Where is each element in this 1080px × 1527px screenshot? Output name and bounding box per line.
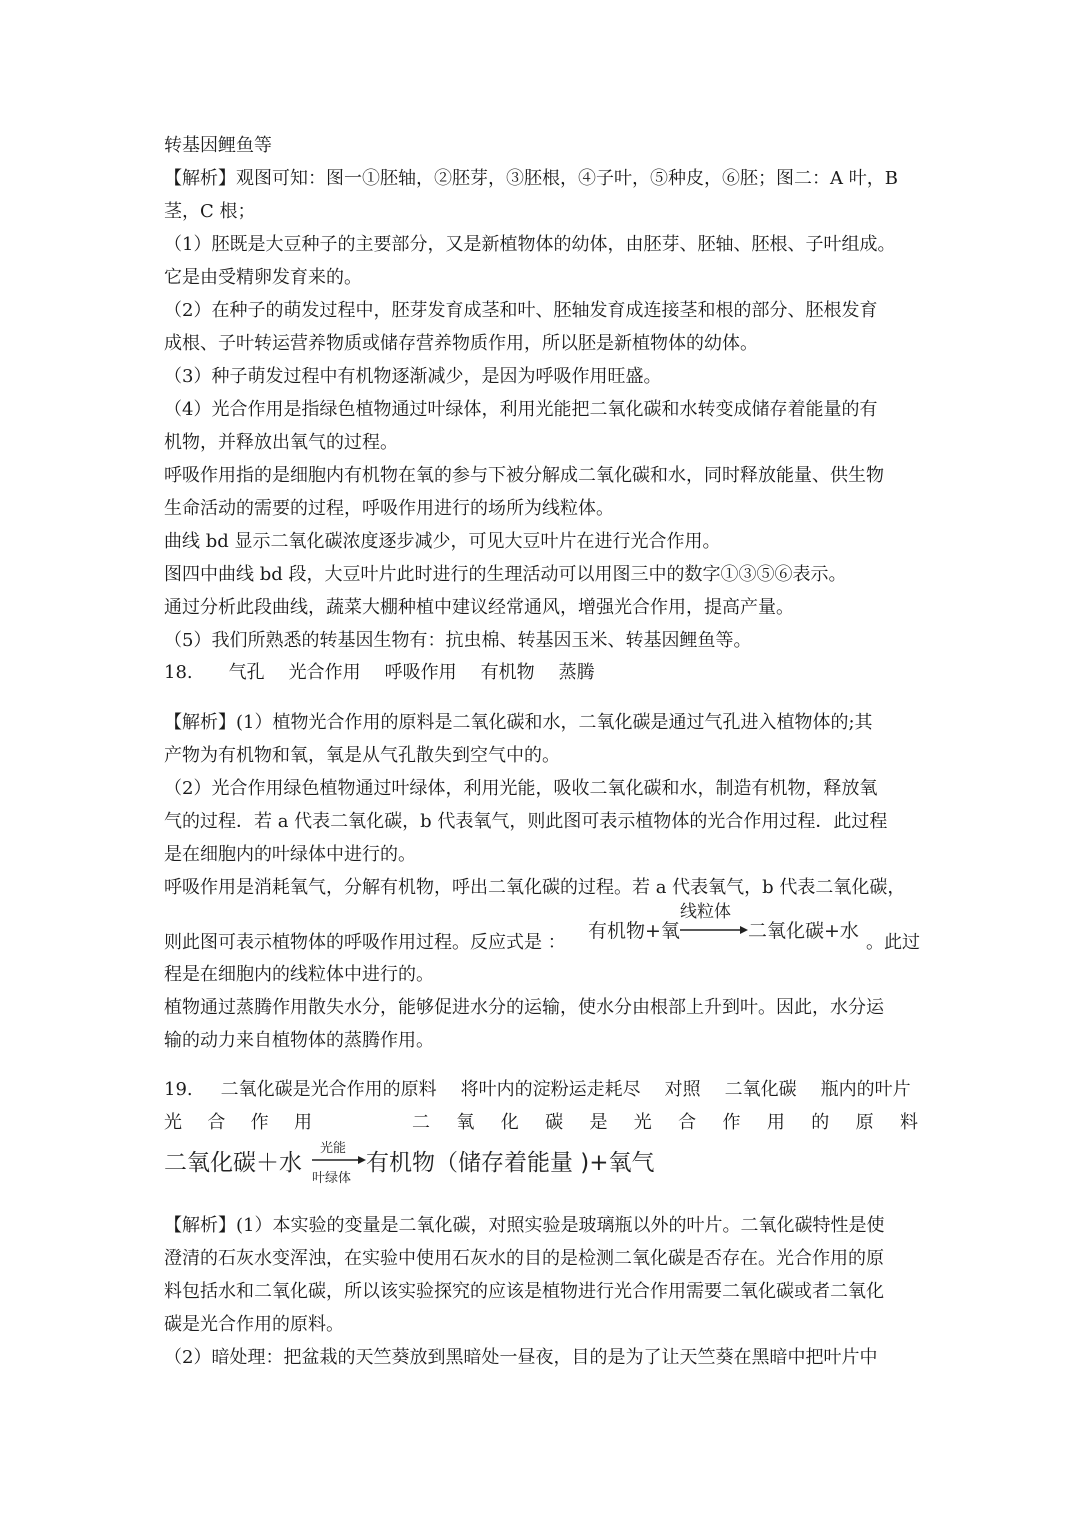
text-line: 【解析】(1）本实验的变量是二氧化碳，对照实验是玻璃瓶以外的叶片。二氧化碳特性是使 [164,1215,885,1236]
char: 用 [293,1112,312,1133]
q19-answer-a [164,1110,312,1136]
text-line: 成根、子叶转运营养物质或储存营养物质作用，所以胚是新植物体的幼体。 [164,333,758,354]
text-line: 转基因鲤鱼等 [164,135,272,156]
eq1-top: 线粒体 [680,902,731,922]
char: 原 [855,1112,874,1133]
text-line: 通过分析此段曲线，蔬菜大棚种植中建议经常通风，增强光合作用，提高产量。 [164,597,794,618]
text-line: 茎，C 根； [164,201,256,222]
text-line: （4）光合作用是指绿色植物通过叶绿体，利用光能把二氧化碳和水转变成储存着能量的有 [164,399,878,420]
text-line: 程是在细胞内的线粒体中进行的。 [164,964,434,985]
eq2-right: 有机物（储存着能量 )+氧气 [366,1150,655,1176]
q19-answer: 二氧化碳 [724,1079,797,1100]
q18-answer: 气孔 [228,662,265,683]
q18-answer: 蒸腾 [558,662,595,683]
eq1-arrow-head [740,926,748,934]
eq2-arrow-head [358,1156,366,1164]
eq1-right: 二氧化碳+水 [748,920,859,942]
text-line: （2）在种子的萌发过程中，胚芽发育成茎和叶、胚轴发育成连接茎和根的部分、胚根发育 [164,300,878,321]
text-line: 呼吸作用指的是细胞内有机物在氧的参与下被分解成二氧化碳和水，同时释放能量、供生物 [164,465,884,486]
q18-answer: 呼吸作用 [384,662,457,683]
text-line: 产物为有机物和氧，氧是从气孔散失到空气中的。 [164,745,560,766]
photosynthesis-equation [164,1138,684,1190]
char: 的 [811,1112,830,1133]
text-line: （2）暗处理：把盆栽的天竺葵放到黑暗处一昼夜，目的是为了让天竺葵在黑暗中把叶片中 [164,1347,878,1368]
text-line: （5）我们所熟悉的转基因生物有：抗虫棉、转基因玉米、转基因鲤鱼等。 [164,630,752,651]
text-line: （2）光合作用绿色植物通过叶绿体，利用光能，吸收二氧化碳和水，制造有机物，释放氧 [164,778,878,799]
q19-answer: 二氧化碳是光合作用的原料 [220,1079,437,1100]
q18-answer-line [164,660,924,686]
eq2-top: 光能 [320,1141,347,1156]
char: 合 [678,1112,697,1133]
text-line: 【解析】观图可知：图一①胚轴，②胚芽，③胚根，④子叶，⑤种皮，⑥胚；图二：A 叶，B [164,168,898,189]
text-line: 气的过程．若 a 代表二氧化碳，b 代表氧气，则此图可表示植物体的光合作用过程．此过程 [164,811,888,832]
q19-answer-line [164,1077,924,1103]
text-line: 输的动力来自植物体的蒸腾作用。 [164,1030,434,1051]
char: 氧 [456,1112,475,1133]
char: 料 [899,1112,918,1133]
char: 碳 [545,1112,564,1133]
text-line: 是在细胞内的叶绿体中进行的。 [164,844,416,865]
char: 化 [500,1112,519,1133]
q18-answer: 有机物 [480,662,535,683]
char: 作 [250,1112,269,1133]
text-line: （3）种子萌发过程中有机物逐渐减少，是因为呼吸作用旺盛。 [164,366,662,387]
q19-number: 19. [164,1079,193,1100]
eq-line-before: 则此图可表示植物体的呼吸作用过程。反应式是 ： [164,932,566,953]
char: 光 [164,1112,182,1133]
eq2-left: 二氧化碳＋水 [164,1150,302,1176]
eq1-left: 有机物+氧 [588,920,680,942]
eq-line-after: 。此过 [866,932,920,953]
text-line: 碳是光合作用的原料。 [164,1314,344,1335]
respiration-equation [588,897,864,943]
char: 是 [589,1112,608,1133]
char: 作 [722,1112,741,1133]
char: 合 [207,1112,226,1133]
text-line: 机物，并释放出氧气的过程。 [164,432,398,453]
q19-answer-b [412,1110,918,1136]
text-line: 【解析】(1）植物光合作用的原料是二氧化碳和水，二氧化碳是通过气孔进入植物体的;其 [164,712,873,733]
text-line: 植物通过蒸腾作用散失水分，能够促进水分的运输，使水分由根部上升到叶。因此，水分运 [164,997,884,1018]
text-line: 生命活动的需要的过程，呼吸作用进行的场所为线粒体。 [164,498,614,519]
q19-answer: 对照 [664,1079,701,1100]
char: 光 [633,1112,652,1133]
text-line: （1）胚既是大豆种子的主要部分，又是新植物体的幼体，由胚芽、胚轴、胚根、子叶组成。 [164,234,896,255]
text-line: 呼吸作用是消耗氧气，分解有机物，呼出二氧化碳的过程。若 a 代表氧气，b 代表二氧化碳， [164,877,906,898]
text-line: 澄清的石灰水变浑浊，在实验中使用石灰水的目的是检测二氧化碳是否存在。光合作用的原 [164,1248,884,1269]
text-line: 曲线 bd 显示二氧化碳浓度逐步减少，可见大豆叶片在进行光合作用。 [164,531,721,552]
char: 用 [766,1112,785,1133]
q18-answer: 光合作用 [288,662,361,683]
q18-number: 18. [164,662,193,683]
text-line: 它是由受精卵发育来的。 [164,267,362,288]
q19-answer: 瓶内的叶片 [820,1079,911,1100]
text-line: 料包括水和二氧化碳，所以该实验探究的应该是植物进行光合作用需要二氧化碳或者二氧化 [164,1281,884,1302]
char: 二 [412,1112,430,1133]
eq2-bottom: 叶绿体 [312,1171,352,1186]
q19-answer: 将叶内的淀粉运走耗尽 [460,1079,641,1100]
text-line: 图四中曲线 bd 段，大豆叶片此时进行的生理活动可以用图三中的数字①③⑤⑥表示。 [164,564,847,585]
